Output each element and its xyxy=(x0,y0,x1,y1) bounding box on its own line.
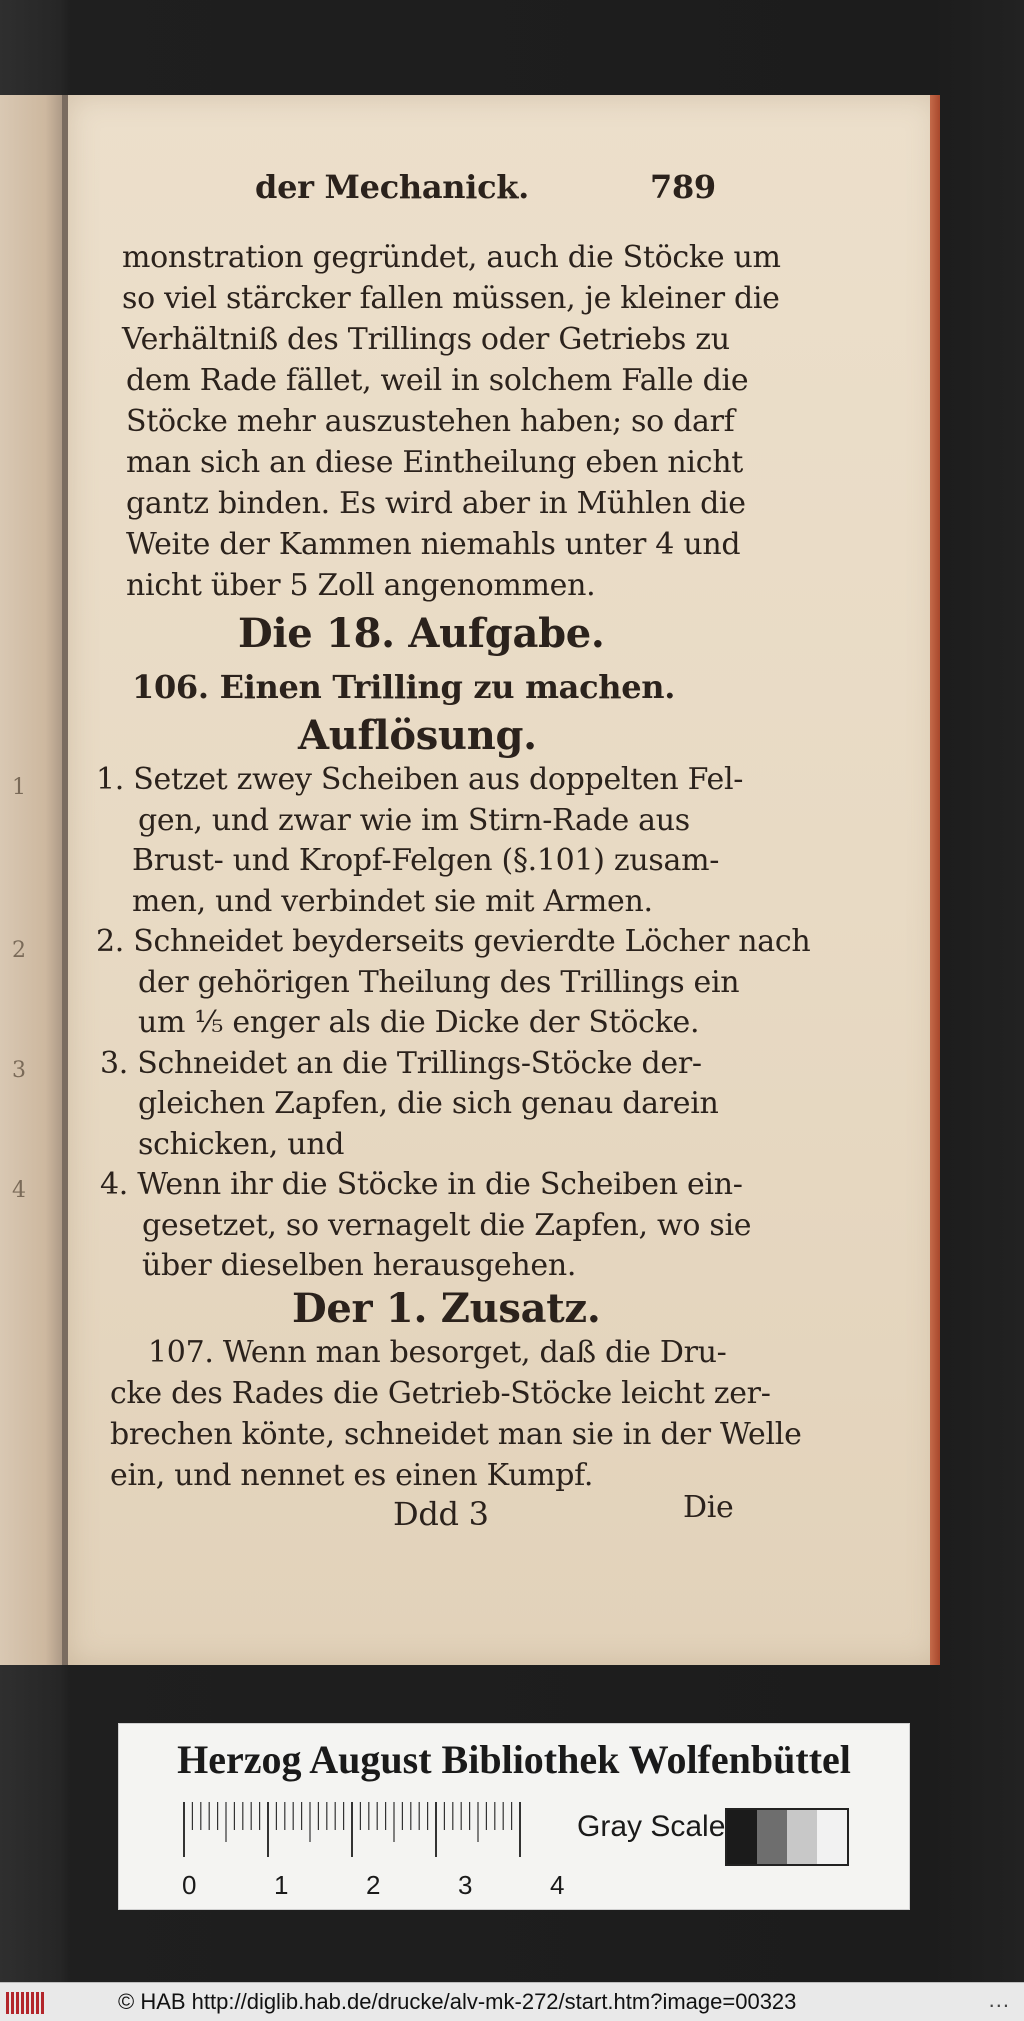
ruler-label: 3 xyxy=(458,1870,473,1900)
left-margin-mark: 3 xyxy=(12,1058,26,1083)
body-line: gen, und zwar wie im Stirn-Rade aus xyxy=(138,802,690,838)
gray-swatch-black xyxy=(727,1810,757,1864)
body-line: schicken, und xyxy=(138,1126,345,1162)
gray-swatch-dark xyxy=(757,1810,787,1864)
body-line: 2. Schneidet beyderseits gevierdte Löcher nach xyxy=(96,924,811,959)
signature-mark: Ddd 3 xyxy=(393,1495,489,1533)
gray-swatch-white xyxy=(817,1810,847,1864)
body-line: 1. Setzet zwey Scheiben aus doppelten Fel- xyxy=(96,762,744,797)
body-line: man sich an diese Eintheilung eben nicht xyxy=(126,445,744,480)
gray-scale-swatches xyxy=(725,1808,849,1866)
section-heading: Die 18. Aufgabe. xyxy=(238,610,605,657)
body-line: 4. Wenn ihr die Stöcke in die Scheiben ein- xyxy=(100,1167,743,1202)
page-number: 789 xyxy=(650,168,716,206)
body-line: brechen könte, schneidet man sie in der Welle xyxy=(110,1417,802,1452)
solution-heading: Auflösung. xyxy=(298,712,537,759)
corollary-heading: Der 1. Zusatz. xyxy=(292,1285,601,1332)
body-line: ein, und nennet es einen Kumpf. xyxy=(110,1458,594,1493)
card-title: Herzog August Bibliothek Wolfenbüttel xyxy=(177,1737,851,1782)
body-line: 3. Schneidet an die Trillings-Stöcke der- xyxy=(100,1045,702,1081)
left-margin-mark: 2 xyxy=(12,938,26,963)
left-margin-mark: 1 xyxy=(12,775,26,800)
problem-statement: 106. Einen Trilling zu machen. xyxy=(132,668,676,706)
body-line: gantz binden. Es wird aber in Mühlen die xyxy=(126,486,746,521)
body-line: Weite der Kammen niemahls unter 4 und xyxy=(126,527,741,562)
page-edge xyxy=(930,95,940,1665)
body-line: Verhältniß des Trillings oder Getriebs zu xyxy=(122,322,730,357)
ruler-scale xyxy=(182,1802,565,1902)
body-line: Brust- und Kropf-Felgen (§.101) zusam- xyxy=(132,843,720,878)
gray-swatch-light xyxy=(787,1810,817,1864)
more-menu-icon[interactable]: ... xyxy=(988,1987,1010,2012)
body-line: so viel stärcker fallen müssen, je kleiner die xyxy=(122,281,780,316)
footer-bar xyxy=(0,1982,1024,2021)
ruler-label: 1 xyxy=(274,1870,289,1900)
body-line: nicht über 5 Zoll angenommen. xyxy=(126,568,596,603)
body-line: um ⅕ enger als die Dicke der Stöcke. xyxy=(138,1005,700,1040)
ruler-label: 2 xyxy=(366,1870,381,1900)
left-page-fragment xyxy=(0,95,65,1665)
body-line: über dieselben herausgehen. xyxy=(142,1248,577,1283)
color-reference-card xyxy=(118,1723,910,1910)
body-line: men, und verbindet sie mit Armen. xyxy=(132,883,653,919)
footer-url[interactable]: © HAB http://diglib.hab.de/drucke/alv-mk-272/start.htm?image=00323 xyxy=(118,1989,797,2014)
running-header: der Mechanick. xyxy=(255,168,530,206)
body-line: der gehörigen Theilung des Trillings ein xyxy=(138,964,740,1000)
body-line: 107. Wenn man besorget, daß die Dru- xyxy=(148,1335,727,1370)
ruler-label: 0 xyxy=(182,1870,197,1900)
body-line: gesetzet, so vernagelt die Zapfen, wo sie xyxy=(142,1207,752,1243)
body-line: dem Rade fället, weil in solchem Falle die xyxy=(126,363,749,398)
hab-logo-icon xyxy=(6,1992,44,2014)
body-line: Stöcke mehr auszustehen haben; so darf xyxy=(126,404,735,439)
left-margin-mark: 4 xyxy=(12,1178,26,1203)
body-line: cke des Rades die Getrieb-Stöcke leicht zer- xyxy=(110,1376,771,1411)
ruler-label: 4 xyxy=(550,1870,565,1900)
gray-scale-label: Gray Scale xyxy=(577,1810,726,1843)
body-line: monstration gegründet, auch die Stöcke um xyxy=(122,240,781,275)
catchword: Die xyxy=(683,1490,734,1525)
body-line: gleichen Zapfen, die sich genau darein xyxy=(138,1086,719,1121)
